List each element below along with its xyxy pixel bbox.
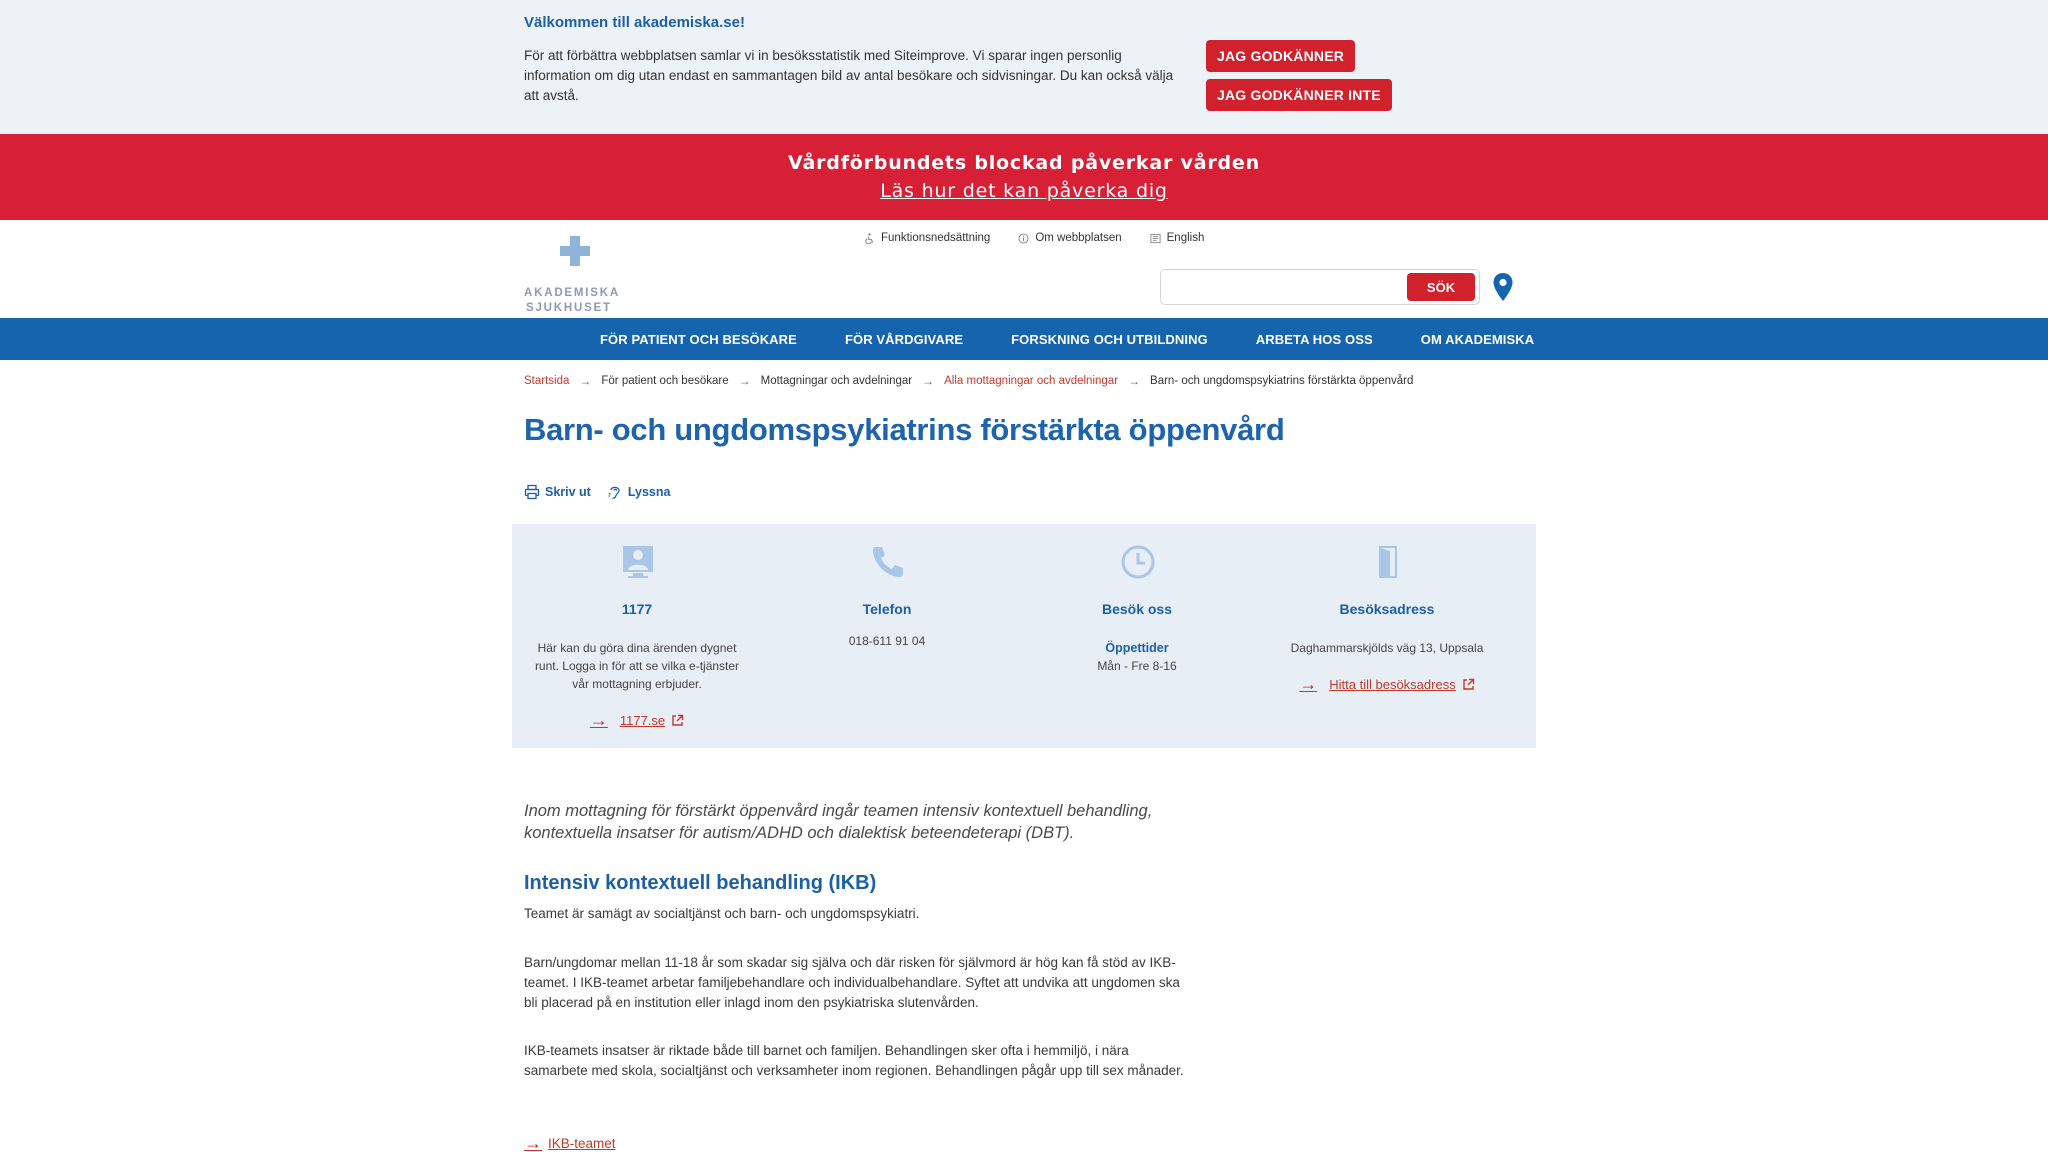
page-tools xyxy=(524,484,670,500)
page-title: Barn- och ungdomspsykiatrins förstärkta öppenvård xyxy=(524,412,1285,447)
opening-hours-value: Mån - Fre 8-16 xyxy=(1097,659,1177,673)
search-input[interactable] xyxy=(1169,276,1389,298)
arrow-right-icon: → xyxy=(1128,374,1141,388)
nav-item-arbeta[interactable]: ARBETA HOS OSS xyxy=(1255,331,1373,347)
print-button[interactable] xyxy=(524,484,591,500)
toplink-label: English xyxy=(1166,232,1205,244)
card-title: Besöksadress xyxy=(1339,601,1435,617)
paragraph: IKB-teamets insatser är riktade både till barnet och familjen. Behandlingen sker ofta i hemmiljö, i nära samarbete med skola, socialtjänst och verksamheter inom regionen. Behandlingen pågår upp till sex månader. xyxy=(524,1043,1184,1078)
printer-icon xyxy=(524,484,540,500)
external-link-icon xyxy=(671,714,684,727)
toplink-english[interactable] xyxy=(1150,232,1205,244)
card-title: Telefon xyxy=(862,601,912,617)
intro-text: Inom mottagning för förstärkt öppenvård ingår teamen intensiv kontextuell behandling, kontextuella insatser för autism/ADHD och dialektisk beteendeterapi (DBT). xyxy=(524,802,1153,842)
main-nav xyxy=(0,318,2048,360)
logo-line-2: SJUKHUSET xyxy=(526,302,612,314)
link-ikb-teamet[interactable] xyxy=(524,1133,616,1152)
breadcrumb-startsida[interactable]: Startsida xyxy=(524,375,570,387)
toplink-label: Funktionsnedsättning xyxy=(881,232,991,244)
card-text: Här kan du göra dina ärenden dygnet runt. Logga in för att se vilka e-tjänster vår mottagning erbjuder. xyxy=(534,641,740,691)
door-icon xyxy=(1370,544,1406,580)
clock-icon xyxy=(1120,544,1156,580)
user-screen-icon xyxy=(620,544,656,580)
alert-link[interactable]: Läs hur det kan påverka dig xyxy=(880,180,1168,202)
card-title: Besök oss xyxy=(1101,601,1173,617)
breadcrumb-mottagningar[interactable]: Mottagningar och avdelningar xyxy=(760,375,913,387)
breadcrumb-patient[interactable]: För patient och besökare xyxy=(601,375,729,387)
breadcrumb-alla-mottagningar[interactable]: Alla mottagningar och avdelningar xyxy=(944,375,1119,387)
search-button[interactable]: SÖK xyxy=(1407,273,1475,301)
link-label: Hitta till besöksadress xyxy=(1329,677,1456,692)
toplink-label: Om webbplatsen xyxy=(1035,232,1122,244)
logo-cross-icon xyxy=(560,236,590,266)
card-besok xyxy=(1012,524,1262,748)
arrow-right-icon: → xyxy=(524,1133,542,1152)
external-link-icon xyxy=(1462,678,1475,691)
ear-icon xyxy=(607,484,623,500)
toplink-accessibility[interactable] xyxy=(864,232,990,244)
card-besoksadress xyxy=(1262,524,1512,748)
logo-text xyxy=(524,286,624,316)
opening-hours xyxy=(1032,639,1242,675)
paragraph: Teamet är samägt av socialtjänst och barn- och ungdomspsykiatri. xyxy=(524,906,920,921)
phone-icon xyxy=(870,544,906,580)
nav-item-om[interactable]: OM AKADEMISKA xyxy=(1420,331,1535,347)
nav-item-forskning[interactable]: FORSKNING OCH UTBILDNING xyxy=(1011,331,1208,347)
logo-line-1: AKADEMISKA xyxy=(524,287,620,299)
nav-item-vardgivare[interactable]: FÖR VÅRDGIVARE xyxy=(844,331,964,347)
logo[interactable] xyxy=(524,236,624,314)
info-icon xyxy=(1018,233,1029,244)
site-header xyxy=(0,220,2048,318)
link-label: IKB-teamet xyxy=(548,1136,616,1151)
cookie-banner xyxy=(0,0,2048,134)
accept-cookies-button[interactable]: JAG GODKÄNNER xyxy=(1206,40,1355,72)
print-label: Skriv ut xyxy=(545,485,591,499)
link-label: 1177.se xyxy=(619,713,666,728)
language-icon xyxy=(1150,233,1161,244)
listen-label: Lyssna xyxy=(627,485,671,499)
breadcrumb-current: Barn- och ungdomspsykiatrins förstärkta öppenvård xyxy=(1150,375,1414,387)
search-box xyxy=(1160,269,1480,305)
paragraph: Barn/ungdomar mellan 11-18 år som skadar sig själva och där risken för självmord är hög kan få stöd av IKB-teamet. I IKB-teamet arbetar familjebehandlare och individualbehandlare. Syftet att undvika att ungdomen ska bli placerad på en institution eller inlagd inom den psykiatriska slutenvården. xyxy=(524,955,1180,1010)
contact-info-panel xyxy=(512,524,1536,748)
cookie-title: Välkommen till akademiska.se! xyxy=(524,14,745,31)
card-telefon xyxy=(762,524,1012,748)
opening-hours-label: Öppettider xyxy=(1105,641,1169,655)
top-links xyxy=(864,232,1204,244)
arrow-right-icon: → xyxy=(579,374,592,388)
arrow-right-icon: → xyxy=(1299,674,1318,694)
listen-button[interactable] xyxy=(607,484,671,500)
link-1177[interactable] xyxy=(512,710,762,731)
address: Daghammarskjölds väg 13, Uppsala xyxy=(1290,641,1484,655)
phone-number: 018-611 91 04 xyxy=(848,634,926,648)
wheelchair-icon xyxy=(864,233,875,244)
arrow-right-icon: → xyxy=(589,710,608,730)
card-1177 xyxy=(512,524,762,748)
arrow-right-icon: → xyxy=(738,374,751,388)
nav-item-patient[interactable]: FÖR PATIENT OCH BESÖKARE xyxy=(600,331,797,347)
decline-cookies-button[interactable]: JAG GODKÄNNER INTE xyxy=(1206,79,1392,111)
alert-title: Vårdförbundets blockad påverkar vården xyxy=(788,152,1260,174)
cookie-text: För att förbättra webbplatsen samlar vi in besöksstatistik med Siteimprove. Vi sparar ingen personlig information om dig utan endast en sammantagen bild av antal besökare och sidvisningar. Du kan också välja att avstå. xyxy=(524,48,1174,103)
arrow-right-icon: → xyxy=(922,374,935,388)
card-title: 1177 xyxy=(621,601,653,617)
alert-banner xyxy=(0,134,2048,220)
map-pin-icon[interactable] xyxy=(1492,272,1514,302)
link-hitta-besoksadress[interactable] xyxy=(1262,674,1512,695)
section-heading-ikb: Intensiv kontextuell behandling (IKB) xyxy=(524,872,877,894)
breadcrumb xyxy=(524,374,1413,388)
toplink-about[interactable] xyxy=(1018,232,1121,244)
